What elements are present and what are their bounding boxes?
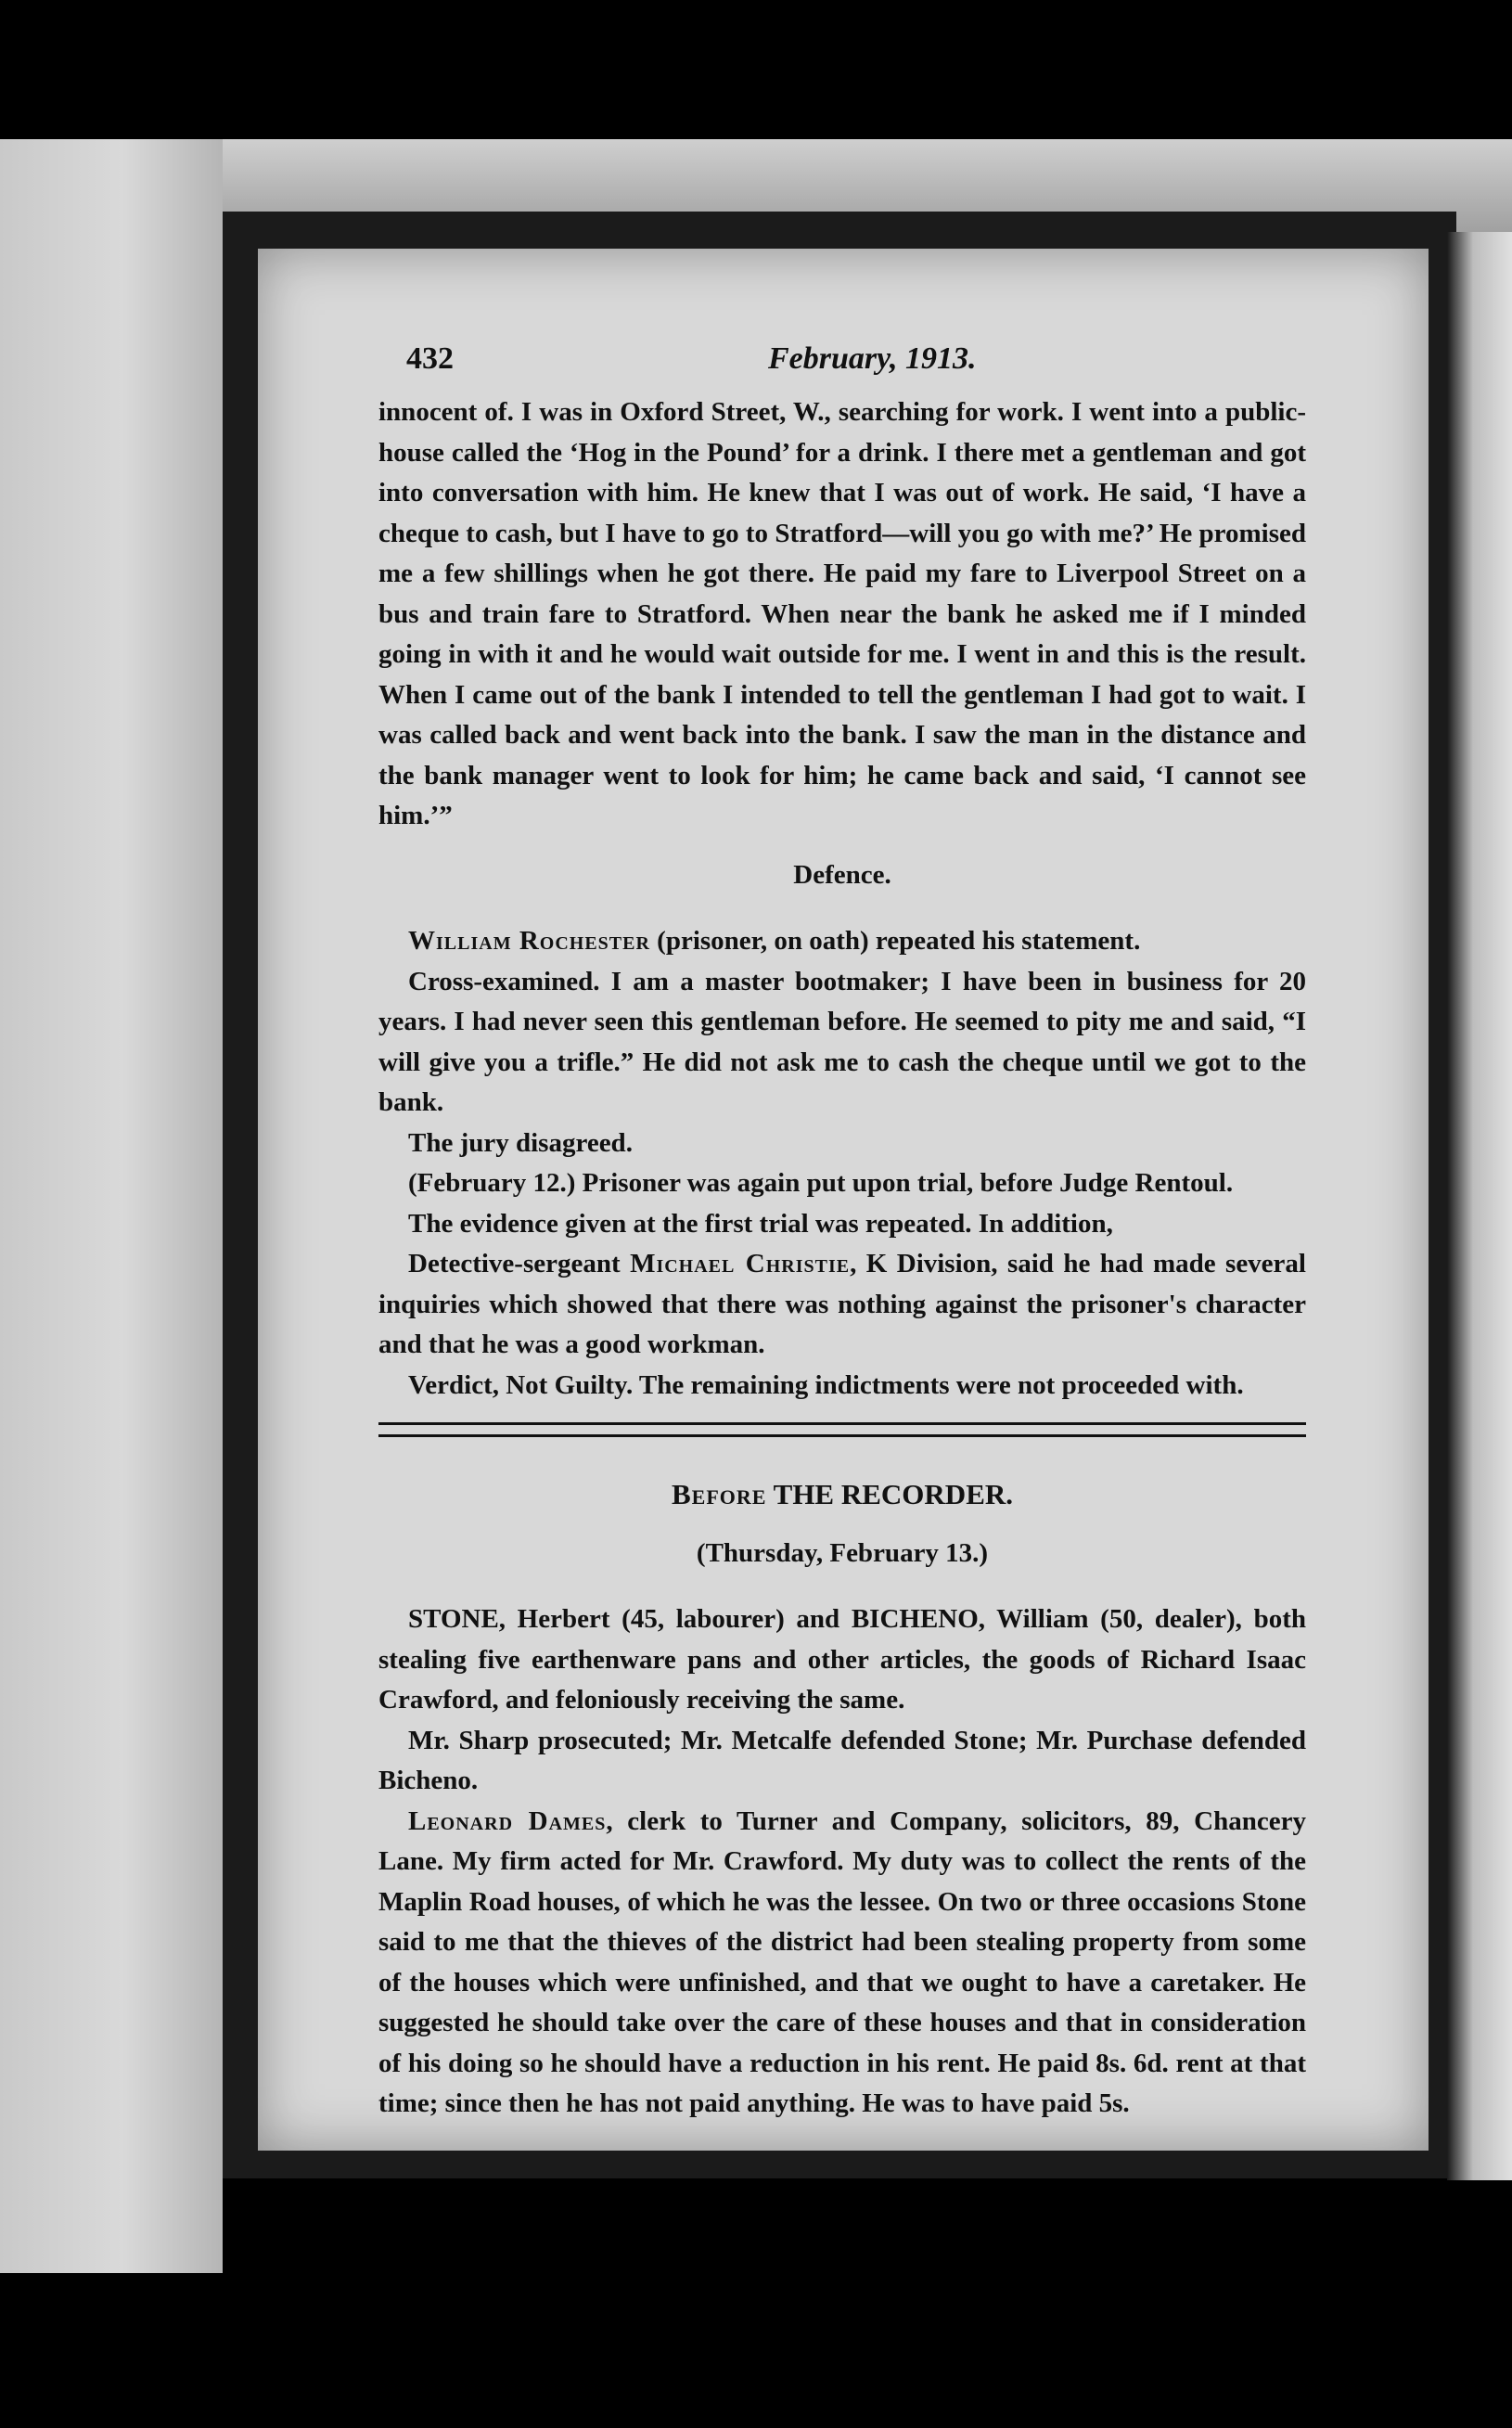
defence-heading: Defence. <box>793 859 891 890</box>
paragraph-continued-statement: innocent of. I was in Oxford Street, W., searching for work. I went into a public-house called the ‘Hog in the Pound’ for a drink. I there met a gentleman and got into conversation with him. He knew that I was out of work. He said, ‘I have a cheque to cash, but I have to go to Stratford—will you go with me?’ He promised me a few shillings when he got there. He paid my fare to Liverpool Street on a bus and train fare to Stratford. When near the bank he asked me if I minded going in with it and he would wait outside for me. I went in and this is the result. When I came out of the bank I intended to tell the gentleman I had got to wait. I was called back and went back into the bank. I saw the man in the distance and the bank manager went to look for him; he came back and said, ‘I cannot see him.’” <box>378 397 1306 830</box>
section-divider-rule <box>378 1422 1306 1437</box>
right-page-edge <box>1447 232 1512 2180</box>
page-date: February, 1913. <box>768 341 977 376</box>
witness-name-dames: Leonard Dames <box>408 1805 607 1836</box>
running-head <box>406 341 1278 379</box>
jury-paragraph: The jury disagreed. <box>408 1127 633 1158</box>
detective-name: Michael Christie <box>630 1249 851 1278</box>
recorder-heading <box>378 1474 1306 1515</box>
defence-witness-paragraph <box>378 921 1306 962</box>
dames-testimony-paragraph <box>378 1802 1306 2125</box>
witness-statement: (prisoner, on oath) repeated his statement. <box>649 926 1141 956</box>
witness-name-rochester: William Rochester <box>408 926 650 956</box>
left-facing-page <box>0 139 223 2273</box>
recorder-date: (Thursday, February 13.) <box>696 1537 989 1568</box>
detective-prefix: Detective-sergeant <box>408 1249 631 1278</box>
dames-statement: , clerk to Turner and Company, solicitors, 89, Chancery Lane. My firm acted for Mr. Crawford. My duty was to collect the rents of the Maplin Road houses, of which he was the lessee. On two or three occasions Stone said to me that the thieves of the district had been stealing property from some of the houses which were unfinished, and that we ought to have a caretaker. He suggested he should take over the care of these houses and that in consideration of his doing so he should have a reduction in his rent. He paid 8s. 6d. rent at that time; since then he has not paid anything. He was to have paid 5s. <box>378 1805 1306 2118</box>
detective-statement: , K Division, said he had made several inquiries which showed that there was nothing against the prisoner's character and that he was a good workman. <box>378 1249 1306 1359</box>
case-paragraph: STONE, Herbert (45, labourer) and BICHENO, William (50, dealer), both stealing five earthenware pans and other articles, the goods of Richard Isaac Crawford, and feloniously receiving the same. <box>378 1604 1306 1715</box>
cross-examination-paragraph: Cross-examined. I am a master bootmaker; I have been in business for 20 years. I had never seen this gentleman before. He seemed to pity me and said, “I will give you a trifle.” He did not ask me to cash the cheque until we got to the bank. <box>378 966 1306 1117</box>
recorder-title: THE RECORDER. <box>766 1478 1014 1510</box>
document-page <box>258 249 1429 2151</box>
recorder-before: Before <box>671 1478 767 1510</box>
evidence-paragraph: The evidence given at the first trial was repeated. In addition, <box>408 1208 1113 1239</box>
detective-paragraph <box>378 1244 1306 1366</box>
retrial-paragraph: (February 12.) Prisoner was again put upon trial, before Judge Rentoul. <box>408 1168 1234 1198</box>
verdict-paragraph: Verdict, Not Guilty. The remaining indictments were not proceeded with. <box>408 1369 1244 1400</box>
page-body <box>378 392 1306 2125</box>
counsel-paragraph: Mr. Sharp prosecuted; Mr. Metcalfe defended Stone; Mr. Purchase defended Bicheno. <box>378 1725 1306 1795</box>
page-number: 432 <box>406 341 454 376</box>
